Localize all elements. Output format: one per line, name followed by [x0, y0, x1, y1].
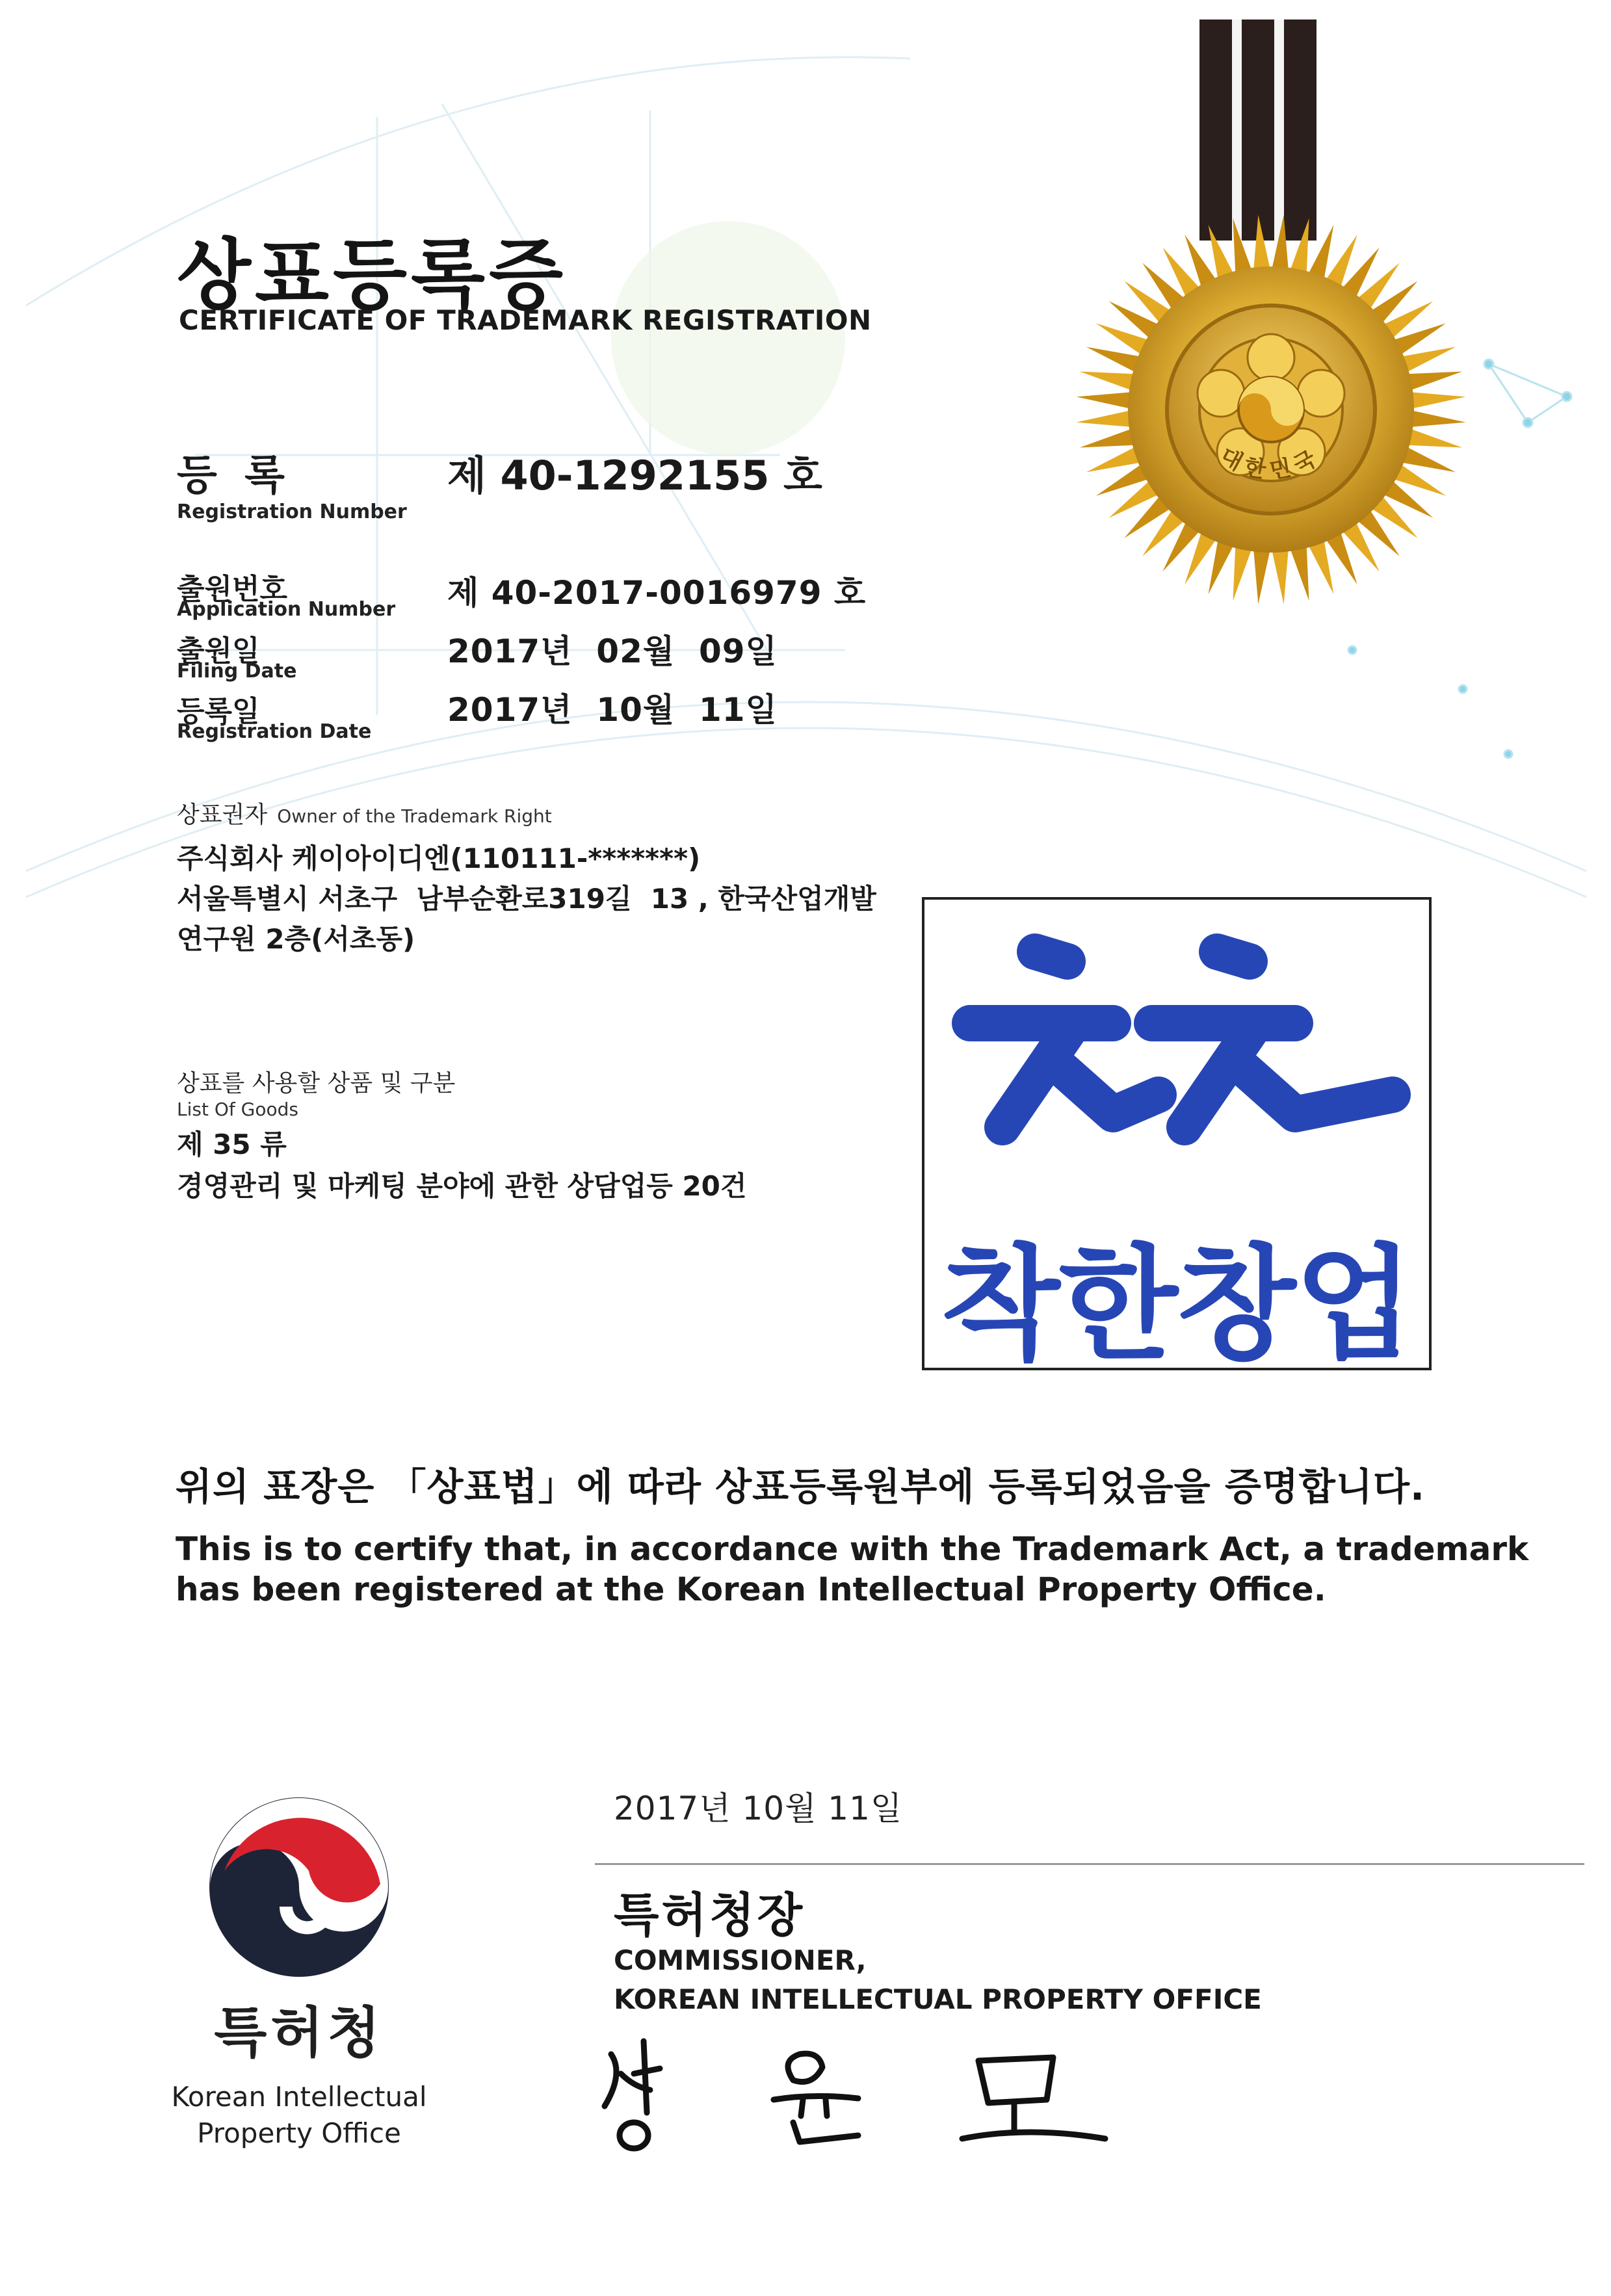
registration-number-value: 제 40-1292155 호 [447, 452, 822, 499]
goods-label-ko: 상표를 사용할 상품 및 구분 [177, 1070, 456, 1097]
seal-ray [1406, 392, 1465, 410]
kipo-name-ko: 특허청 [214, 2001, 384, 2065]
seal-ray [1271, 545, 1289, 604]
commissioner-title-en-line2: KOREAN INTELLECTUAL PROPERTY OFFICE [614, 1983, 1262, 2015]
commissioner-title-en-line1: COMMISSIONER, [614, 1944, 867, 1976]
application-number-value: 제 40-2017-0016979 호 [447, 574, 867, 612]
filing-date-value: 2017년 02월 09일 [447, 633, 778, 670]
seal-ray [1077, 410, 1136, 427]
registration-date-value: 2017년 10월 11일 [447, 691, 778, 729]
goods-class: 제 35 류 [177, 1128, 287, 1160]
seal-ray [1406, 410, 1465, 427]
certification-statement-en-line1: This is to certify that, in accordance with the Trademark Act, a trademark [176, 1530, 1529, 1568]
filing-date-label-en: Filing Date [177, 660, 297, 683]
trademark-text: 착한창업 [940, 1233, 1413, 1376]
certification-statement-en-line2: has been registered at the Korean Intellectual Property Office. [176, 1571, 1326, 1608]
seal-ray [1077, 392, 1136, 410]
owner-label-en: Owner of the Trademark Right [277, 805, 552, 827]
owner-name: 주식회사 케이아이디엔(110111-*******) [177, 842, 701, 874]
seal-ray [1253, 545, 1271, 604]
filing-date-label-ko: 출원일 [177, 634, 260, 668]
registration-number-label-en: Registration Number [177, 501, 407, 523]
application-number-label-ko: 출원번호 [177, 573, 288, 606]
registration-number-label-ko: 등 록 [177, 452, 291, 500]
kipo-name-en-line2: Property Office [197, 2117, 401, 2149]
registration-date-label-en: Registration Date [177, 720, 372, 743]
signature-divider [595, 1863, 1584, 1865]
owner-label-ko: 상표권자 [177, 802, 268, 828]
certificate-title-english: CERTIFICATE OF TRADEMARK REGISTRATION [179, 304, 872, 336]
trademark-figures-icon [924, 900, 1429, 1199]
owner-label [177, 796, 552, 829]
certificate-title-korean: 상표등록증 [177, 230, 567, 320]
issue-date: 2017년 10월 11일 [614, 1790, 903, 1827]
seal-inscription: 대한민국 [1216, 443, 1326, 484]
owner-address-line2: 연구원 2층(서초동) [177, 923, 415, 955]
trademark-image-box [922, 897, 1432, 1376]
gold-seal-medal-icon [1066, 20, 1476, 637]
certification-statement-ko: 위의 표장은 「상표법」에 따라 상표등록원부에 등록되었음을 증명합니다. [176, 1465, 1426, 1509]
owner-address-line1: 서울특별시 서초구 남부순환로319길 13 , 한국산업개발 [177, 883, 876, 915]
kipo-logo-icon [205, 1793, 393, 1981]
commissioner-signature [598, 2028, 1131, 2158]
registration-date-label-ko: 등록일 [177, 695, 260, 728]
kipo-name-en-line1: Korean Intellectual [171, 2081, 427, 2113]
application-number-label-en: Application Number [177, 598, 396, 621]
goods-description: 경영관리 및 마케팅 분야에 관한 상담업등 20건 [177, 1170, 747, 1202]
goods-label-en: List Of Goods [177, 1099, 298, 1120]
commissioner-title-ko: 특허청장 [614, 1888, 806, 1942]
